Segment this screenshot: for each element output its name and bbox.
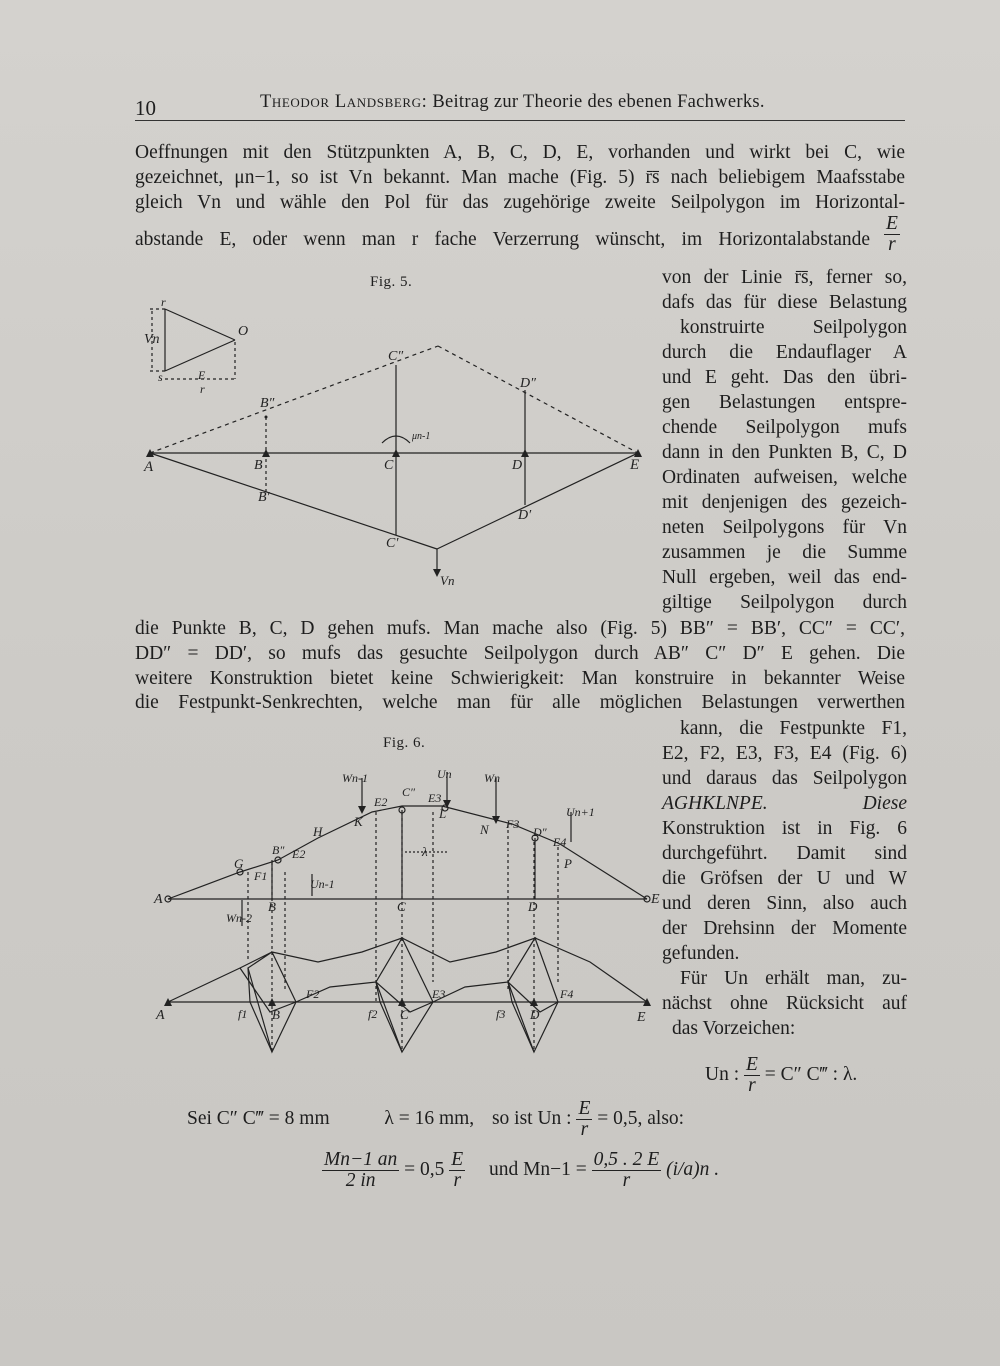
fig6-label-f2: f2 — [368, 1007, 378, 1021]
running-title — [260, 92, 765, 113]
text-line: von der Linie r̄s̄, ferner so, — [662, 267, 907, 288]
fig5-label-B-double: B″ — [260, 396, 275, 411]
fig6-label-C-lower: C — [400, 1007, 409, 1022]
formula-und: und Mn−1 = — [488, 1158, 587, 1180]
text-line: und daraus das Seilpolygon — [662, 768, 907, 789]
fig6-label-f3: f3 — [496, 1007, 506, 1021]
eq-fraction — [744, 1055, 760, 1096]
eq-left: Un : — [705, 1063, 740, 1085]
text-line: Oeffnungen mit den Stützpunkten A, B, C, D, E, vorhanden und wirkt bei C, wie — [135, 142, 905, 163]
fig6-label-A: A — [154, 892, 163, 907]
header-rule — [135, 120, 905, 121]
fig5-label-D-prime: D′ — [518, 508, 532, 523]
text-line: mit denjenigen des gezeich- — [662, 492, 907, 513]
fig6-diagram — [150, 762, 660, 1087]
text-line: zusammen je die Summe — [662, 542, 907, 563]
text-line: konstruirte Seilpolygon — [680, 317, 907, 338]
fig5-diagram — [130, 295, 650, 600]
text-line: nächst ohne Rücksicht auf — [662, 993, 907, 1014]
fig5-label-Vn-load: Vn — [440, 573, 455, 588]
eq-den: r — [748, 1075, 756, 1096]
fig5-label-B: B — [254, 458, 263, 473]
fig6-label-L: L — [439, 806, 447, 821]
formula-den-1: 2 in — [345, 1170, 376, 1191]
fig6-label-E2: E2 — [374, 795, 388, 809]
text-line: Null ergeben, weil das end- — [662, 567, 907, 588]
fig6-label-G: G — [234, 856, 244, 871]
text-line: abstande E, oder wenn man r fache Verzerrung wünscht, im Horizontalabstande — [135, 229, 870, 250]
text-line: dann in den Punkten B, C, D — [662, 442, 907, 463]
fig6-label-F3: F3 — [506, 817, 520, 831]
page-number: 10 — [135, 96, 156, 120]
text-line: Ordinaten aufweisen, welche — [662, 467, 907, 488]
running-title-text: Beitrag zur Theorie des ebenen Fachwerks. — [432, 92, 765, 112]
text-line: gezeichnet, μn−1, so ist Vn bekannt. Man mache (Fig. 5) r̄s̄ nach beliebigem Maafsstabe — [135, 167, 905, 188]
fig5-label-O: O — [238, 324, 249, 339]
formula-fraction-1 — [322, 1150, 399, 1191]
fig6-label-D: D — [528, 899, 538, 914]
fig6-label-E3-lower: E3 — [432, 987, 446, 1001]
formula-den-3: r — [622, 1170, 631, 1191]
fig6-label-Wn: Wn — [484, 771, 500, 785]
sei-den: r — [580, 1119, 589, 1140]
text-line: die Gröfsen der U und W — [662, 868, 907, 889]
fraction-numerator: E — [886, 213, 898, 234]
fig6-label-C: C — [397, 899, 406, 914]
fig6-label-Un+1: Un+1 — [566, 805, 595, 819]
fig6-label-D-double: D″ — [533, 825, 547, 839]
fig6-label-F2-lower: F2 — [306, 987, 320, 1001]
text-line: Für Un erhält man, zu- — [680, 968, 907, 989]
sei-d: = 0,5, also: — [597, 1107, 685, 1129]
text-line: gen Belastungen entspre- — [662, 392, 907, 413]
fig6-caption: Fig. 6. — [383, 735, 426, 751]
text-line: und deren Sinn, also auch — [662, 893, 907, 914]
fig6-label-Wn-1: Wn-1 — [342, 771, 368, 785]
fig6-label-A-lower: A — [156, 1008, 165, 1023]
fig5-label-B-prime: B′ — [258, 490, 270, 505]
formula-mid: = 0,5 — [404, 1158, 445, 1180]
fig5-label-D: D — [512, 458, 523, 473]
text-line: DD″ = DD′, so mufs das gesuchte Seilpolygon durch AB″ C″ D″ E gehen. Die — [135, 643, 905, 664]
formula-den-2: r — [453, 1170, 462, 1191]
formula-tail: (i/a)n . — [666, 1158, 720, 1180]
text-line: weitere Konstruktion bietet keine Schwierigkeit: Man konstruire in bekannter Weise — [135, 668, 905, 689]
fig6-label-H: H — [313, 824, 323, 839]
fig6-label-Un: Un — [437, 767, 452, 781]
sei-line — [187, 1099, 684, 1140]
sei-b: λ = 16 mm, — [384, 1107, 475, 1129]
fig6-label-Un-1: Un-1 — [310, 877, 335, 891]
fig5-label-E: E — [198, 368, 206, 382]
text-line: das Vorzeichen: — [672, 1018, 796, 1039]
eq-num: E — [746, 1054, 758, 1075]
fig6-label-E: E — [651, 892, 660, 907]
text-line: E2, F2, E3, F3, E4 (Fig. 6) — [662, 743, 907, 764]
formula-num-1: Mn−1 an — [324, 1149, 398, 1170]
fig6-label-P: P — [564, 856, 572, 871]
fig6-label-D-lower: D — [530, 1007, 540, 1022]
text-line: der Drehsinn der Momente — [662, 918, 907, 939]
formula-fraction-2 — [449, 1150, 465, 1191]
text-line: neten Seilpolygons für Vn — [662, 517, 907, 538]
fig5-label-C-double: C″ — [388, 349, 404, 364]
fig6-label-B: B — [268, 899, 276, 914]
fraction-denominator: r — [888, 234, 896, 255]
fig6-label-Wn-2: Wn-2 — [226, 911, 252, 925]
text-line: durch die Endauflager A — [662, 342, 907, 363]
equation-un — [705, 1055, 857, 1096]
text-line: durchgeführt. Damit sind — [662, 843, 907, 864]
fig5-caption: Fig. 5. — [370, 274, 413, 290]
fig6-label-E3: E3 — [428, 791, 442, 805]
text-line: AGHKLNPE. Diese — [662, 793, 907, 814]
text-line: gleich Vn und wähle den Pol für das zugehörige zweite Seilpolygon im Horizontal- — [135, 192, 905, 213]
fig6-label-E4: E4 — [553, 835, 567, 849]
fig6-label-B-lower: B — [272, 1007, 280, 1022]
fig6-label-K: K — [354, 814, 363, 829]
text-line: und E geht. Das den übri- — [662, 367, 907, 388]
fig6-label-f1: f1 — [238, 1007, 248, 1021]
text-line: gefunden. — [662, 943, 740, 964]
fig5-label-A: A — [144, 459, 154, 475]
fig5-label-E-support: E — [630, 457, 640, 473]
sei-fraction — [576, 1099, 592, 1140]
text-line: giltige Seilpolygon durch — [662, 592, 907, 613]
text-line: kann, die Festpunkte F1, — [680, 718, 907, 739]
fig6-label-E2b: E2 — [292, 847, 306, 861]
text-line: die Punkte B, C, D gehen mufs. Man mache also (Fig. 5) BB″ = BB′, CC″ = CC′, — [135, 618, 905, 639]
fig5-label-D-double: D″ — [520, 376, 536, 391]
text-line: Konstruktion ist in Fig. 6 — [662, 818, 907, 839]
fig5-label-s: s — [158, 370, 163, 384]
fig5-label-r: r — [161, 295, 166, 309]
fig5-label-mu: μn-1 — [412, 431, 431, 442]
fig5-label-r2: r — [200, 382, 205, 396]
eq-right: = C″ C‴ : λ. — [764, 1063, 858, 1085]
fig6-label-N: N — [480, 822, 489, 837]
formula-moment — [322, 1150, 719, 1191]
fraction-E-over-r — [884, 214, 900, 255]
sei-c: so ist Un : — [491, 1107, 572, 1129]
text-line: chende Seilpolygon mufs — [662, 417, 907, 438]
fig6-label-C-double: C″ — [402, 785, 416, 799]
text-line: die Festpunkt-Senkrechten, welche man für alle möglichen Belastungen verwerthen — [135, 692, 905, 713]
sei-num: E — [578, 1098, 591, 1119]
fig6-label-lambda: λ — [422, 844, 428, 859]
fig6-label-F1: F1 — [254, 869, 268, 883]
formula-fraction-3 — [592, 1150, 662, 1191]
fig5-label-C-prime: C′ — [386, 536, 399, 551]
fig5-label-Vn: Vn — [144, 332, 160, 347]
running-title-author: Theodor Landsberg: — [260, 92, 428, 112]
fig5-label-C: C — [384, 458, 394, 473]
fig6-label-B-double: B″ — [272, 843, 285, 857]
formula-num-2: E — [451, 1149, 464, 1170]
fig6-label-E-lower: E — [637, 1010, 646, 1025]
sei-a: Sei C″ C‴ = 8 mm — [187, 1107, 330, 1129]
formula-num-3: 0,5 . 2 E — [593, 1149, 660, 1170]
fig6-label-F4-lower: F4 — [560, 987, 574, 1001]
text-line: dafs das für diese Belastung — [662, 292, 907, 313]
